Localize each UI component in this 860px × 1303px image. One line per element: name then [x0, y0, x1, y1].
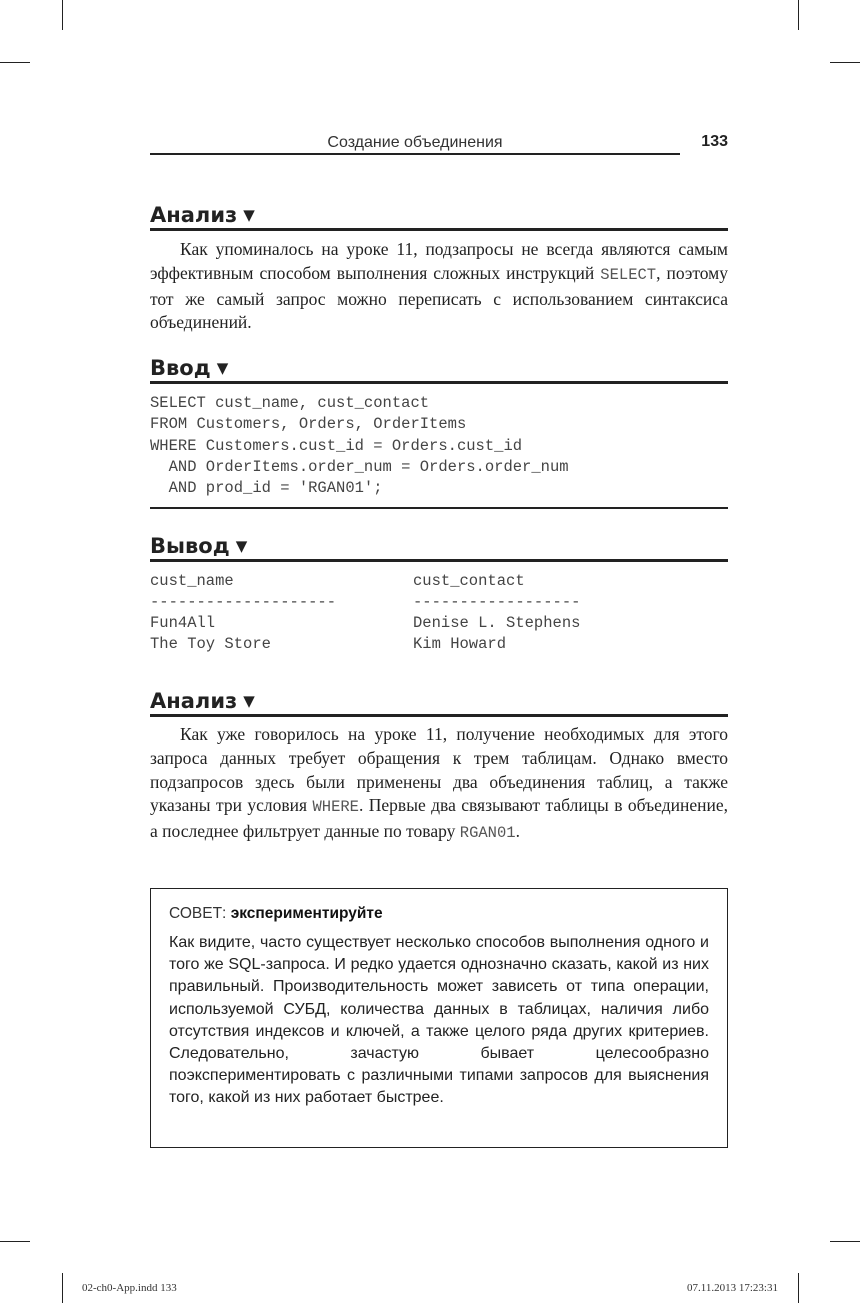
- output-row: [150, 634, 728, 655]
- running-header: [150, 132, 728, 156]
- query-output: [150, 571, 728, 655]
- output-heading: [150, 534, 728, 562]
- chapter-title: Создание объединения: [327, 134, 503, 151]
- text-run: . Первые два связывают таблицы в объединение, а последнее фильтрует данные по товару: [150, 795, 728, 842]
- tip-title: [169, 905, 383, 923]
- output-row: [150, 613, 728, 634]
- crop-mark: [62, 1273, 63, 1303]
- tip-box: [150, 888, 728, 1148]
- heading-label: Ввод: [150, 356, 211, 380]
- analysis-heading: [150, 689, 728, 717]
- crop-mark: [0, 62, 30, 63]
- separator: ------------------: [413, 593, 581, 611]
- cell: Fun4All: [150, 614, 216, 632]
- analysis-heading: [150, 203, 728, 231]
- footer-date-info: 07.11.2013 17:23:31: [687, 1282, 778, 1294]
- text-run: .: [515, 821, 520, 842]
- heading-label: Вывод: [150, 534, 230, 558]
- text-run: Как уже говорилось на уроке 11, получение необходимых для этого запроса данных требует обращения к трем таблицам. Однако вместо подзапросов здесь были применены два объединения таблиц, а также указаны три условия: [150, 724, 728, 816]
- cell: The Toy Store: [150, 635, 271, 653]
- crop-mark: [62, 0, 63, 30]
- crop-mark: [798, 0, 799, 30]
- sql-code-block: SELECT cust_name, cust_contact FROM Customers, Orders, OrderItems WHERE Customers.cust_id = Orders.cust_id AND OrderItems.order_num = Orders.order_num AND prod_id = 'RGAN01';: [150, 394, 569, 498]
- column-header: cust_contact: [413, 572, 525, 590]
- down-triangle-icon: ▼: [235, 537, 248, 555]
- tip-heading: экспериментируйте: [230, 905, 383, 922]
- crop-mark: [0, 1241, 30, 1242]
- text-run: Как упоминалось на уроке 11, подзапросы не всегда являются самым эффективным способом выполнения сложных инструкций: [150, 239, 728, 283]
- cell: Kim Howard: [413, 635, 507, 653]
- inline-code: RGAN01: [459, 824, 516, 843]
- header-rule: [150, 153, 680, 155]
- footer-file-info: 02-ch0-App.indd 133: [82, 1282, 177, 1294]
- down-triangle-icon: ▼: [243, 692, 255, 710]
- column-header: cust_name: [150, 572, 234, 590]
- output-header-row: [150, 571, 728, 592]
- tip-body: Как видите, часто существует несколько способов выполнения одного и того же SQL-запроса. И редко удается однозначно сказать, какой из них правильный. Производительность может зависеть от типа операции, используемой СУБД, количества данных в таблицах, наличия либо отсутствия индексов и ключей, а также целого ряда других критериев. Следовательно, зачастую бывает целесообразно поэкспериментировать с различными типами запросов для выяснения того, какой из них работает быстрее.: [169, 934, 709, 1107]
- down-triangle-icon: ▼: [243, 206, 255, 224]
- crop-mark: [798, 1273, 799, 1303]
- tip-label: СОВЕТ:: [169, 905, 227, 922]
- text-run: , поэтому тот же самый запрос можно переписать с использованием синтаксиса объединений.: [150, 262, 728, 333]
- output-separator-row: [150, 592, 728, 613]
- inline-code: SELECT: [600, 265, 657, 284]
- analysis-paragraph: [150, 723, 728, 846]
- analysis-paragraph: [150, 238, 728, 335]
- heading-label: Анализ: [150, 203, 238, 227]
- input-heading: [150, 356, 728, 384]
- code-rule: [150, 507, 728, 509]
- crop-mark: [830, 62, 860, 63]
- separator: --------------------: [150, 593, 337, 611]
- cell: Denise L. Stephens: [413, 614, 581, 632]
- crop-mark: [830, 1241, 860, 1242]
- page-number: 133: [701, 133, 728, 150]
- down-triangle-icon: ▼: [216, 359, 229, 377]
- inline-code: WHERE: [312, 798, 359, 817]
- heading-label: Анализ: [150, 689, 238, 713]
